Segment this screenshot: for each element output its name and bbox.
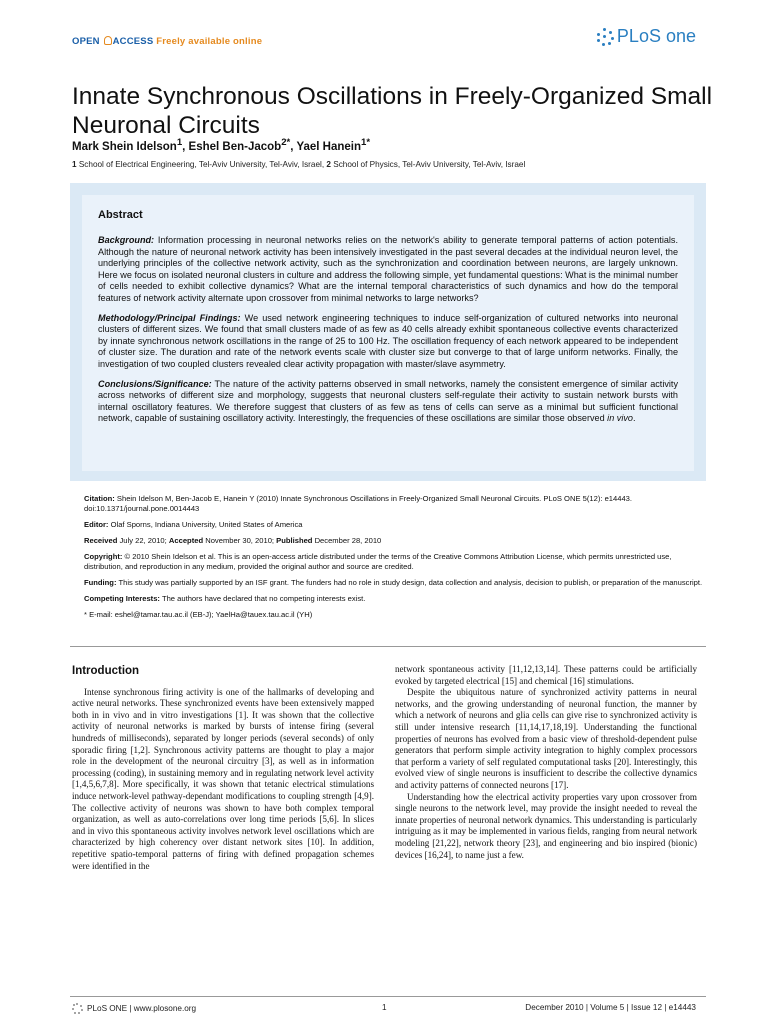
funding-text: This study was partially supported by an ISF grant. The funders had no role in study design, data collection and analysis, decision to publish, or preparation of the manuscript.	[118, 578, 703, 587]
abstract-section-label: Conclusions/Significance:	[98, 378, 212, 389]
footer-divider	[70, 996, 706, 997]
author-list: Mark Shein Idelson$^1$, Eshel Ben-Jacob$^{2*}$, Yael Hanein$^{1*}$	[72, 137, 371, 153]
access-label: ACCESS	[112, 36, 154, 47]
abstract-conclusions	[98, 379, 678, 425]
open-access-banner	[72, 36, 262, 47]
author-affil-marker: 1*	[361, 137, 371, 148]
abstract-methodology	[98, 313, 678, 371]
page-number: 1	[382, 1003, 387, 1012]
editor-line	[84, 520, 706, 530]
citation-line	[84, 494, 706, 514]
abstract-section-text: The nature of the activity patterns observed in small networks, namely the consistent emergence of similar activity across networks of different size and morphology, suggests that neuronal clusters self-regulate their activity to sustain network bursts with internal oscillatory features. We therefore suggest that clusters of as few as tens of cells can serve as a minimal but sufficient functional network, capable of sustaining oscillatory activity. Interestingly, the frequencies of these oscillations are similar those observed	[98, 378, 678, 424]
abstract-section-text: Information processing in neuronal networks relies on the network's ability to generate temporal patterns of action potentials. Although the nature of neuronal network activity has been intensively investigated in the past several decades at the individual neuron level, the underlying principles of the collective network activity, such as the synchronization and coordination between neurons, are largely unknown. Here we focus on isolated neuronal clusters in culture and address the following simple, yet fundamental questions: What is the minimal number of cells needed to exhibit collective dynamics? What are the internal temporal characteristics of such dynamics and how do the temporal features of network activity alternate upon crossover from minimal networks to large networks?	[98, 235, 678, 303]
published-label: Published	[276, 536, 313, 545]
abstract-italic-term: in vivo	[607, 413, 633, 424]
affil-text: School of Electrical Engineering, Tel-Aviv University, Tel-Aviv, Israel,	[78, 160, 325, 169]
body-column-right	[395, 664, 697, 861]
editor-text: Olaf Sporns, Indiana University, United States of America	[110, 520, 303, 529]
affil-text: School of Physics, Tel-Aviv University, Tel-Aviv, Israel	[333, 160, 526, 169]
competing-label: Competing Interests:	[84, 594, 160, 603]
open-lock-icon	[104, 36, 112, 45]
copyright-text: © 2010 Shein Idelson et al. This is an open-access article distributed under the terms of the Creative Commons Attribution License, which permits unrestricted use, distribution, and reproduction in any medium, provided the original author and source are credited.	[84, 552, 672, 571]
funding-line	[84, 578, 706, 588]
open-label: OPEN	[72, 36, 100, 47]
received-label: Received	[84, 536, 118, 545]
editor-label: Editor:	[84, 520, 109, 529]
funding-label: Funding:	[84, 578, 117, 587]
affil-number: 1	[72, 160, 77, 169]
freely-available-label: Freely available online	[156, 36, 263, 47]
journal-logo-text: PLoS one	[616, 26, 696, 46]
author-affil-marker: 2*	[281, 137, 291, 148]
body-paragraph-continued: network spontaneous activity [11,12,13,14]. These patterns could be artificially evoked by targeted electrical [15] and chemical [16] stimulations.	[395, 664, 697, 686]
body-column-left	[72, 664, 374, 872]
section-divider	[70, 646, 706, 647]
competing-line	[84, 594, 706, 604]
citation-text: Shein Idelson M, Ben-Jacob E, Hanein Y (2010) Innate Synchronous Oscillations in Freely-Organized Small Neuronal Circuits. PLoS ONE 5(12): e14443. doi:10.1371/journal.pone.0014443	[84, 494, 633, 513]
copyright-label: Copyright:	[84, 552, 123, 561]
footer-issue: December 2010 | Volume 5 | Issue 12 | e14443	[525, 1003, 696, 1012]
author-name: Mark Shein Idelson	[72, 140, 177, 153]
plos-dots-icon	[596, 28, 614, 46]
introduction-heading: Introduction	[72, 665, 140, 677]
footer-journal	[72, 1003, 196, 1014]
received-date: July 22, 2010;	[119, 536, 167, 545]
article-title: Innate Synchronous Oscillations in Freely-Organized Small Neuronal Circuits	[72, 83, 713, 140]
abstract-section-text: We used network engineering techniques to induce self-organization of cultured networks into neuronal clusters of different sizes. We found that small clusters made of as few as 40 cells already exhibit spontaneous collective events characterized by innate synchronous network oscillations in the range of 25 to 100 Hz. The oscillation frequency of each network appeared to be independent of cluster size. The duration and rate of the network events scale with cluster size but converge to that of large uniform networks. Finally, the investigation of two coupled clusters revealed clear activity propagation with master/slave asymmetry.	[98, 312, 679, 369]
competing-text: The authors have declared that no competing interests exist.	[161, 594, 366, 603]
footer-journal-text: PLoS ONE | www.plosone.org	[87, 1004, 197, 1013]
body-paragraph: Intense synchronous firing activity is one of the hallmarks of developing and active neural networks. These synchronized events have been extensively mapped both in in vivo and in vitro investigations [1]. It was shown that the collective activity of neuronal networks is marked by bursts of intense firing (several hundreds of milliseconds), separated by longer periods (several seconds) of only sporadic firing [1,2]. Synchronous activity patterns are thought to play a major role in the development of the neuronal circuitry [3], as well as in information processing (coding), in sustaining memory and in regulating network level activity [1,4,5,6,7,8]. More specifically, it was shown that tetanic electrical stimulations induce network-level pathway-dependant modifications to coupling strength [4,9]. The collective activity of neurons was shown to have both complex temporal organization, as well as auto-correlations over long time periods [5,6]. In slices and in vivo this spontaneous activity involves network level oscillations which are characterized by high coherency over distant network sites [10]. In addition, repetitive spatio-temporal patterns of firing with defined propagation schemes were identified in the	[72, 686, 374, 871]
body-paragraph: Despite the ubiquitous nature of synchronized activity patterns in neural networks, and the growing understanding of neuronal function, the manner by which a network of neurons and glia cells can give rise to synchronized activity is still under intensive research [11,14,17,18,19]. Understanding the functional properties of neurons has evolved from a basic view of threshold-dependent pulse generators that perform simple activity integration to highly complex processors that perform a variety of self regulated computational tasks [20]. Interestingly, this evolved view of single neurons is insufficient to describe the collective dynamics and activity patterns of connected neurons [17].	[395, 687, 697, 790]
body-paragraph: Understanding how the electrical activity properties vary upon crossover from single neurons to the network level, may provide the insight needed to reveal the innate properties of neuronal network dynamics. This understanding is particularly intriguing as it may be implemented in various fields, ranging from neural network modeling [21,22], network theory [23], and engineering and bio inspired (bionic) devices [16,24], to name just a few.	[395, 791, 697, 860]
author-name: Yael Hanein	[296, 140, 362, 153]
dates-line	[84, 536, 706, 546]
affil-number: 2	[326, 160, 331, 169]
article-metadata	[84, 494, 706, 626]
published-date: December 28, 2010	[314, 536, 382, 545]
accepted-date: November 30, 2010;	[205, 536, 275, 545]
author-name: Eshel Ben-Jacob	[188, 140, 282, 153]
abstract-box	[70, 183, 706, 481]
journal-logo	[596, 26, 696, 47]
accepted-label: Accepted	[168, 536, 204, 545]
plos-mini-dots-icon	[72, 1003, 83, 1014]
copyright-line	[84, 552, 706, 572]
abstract-period: .	[632, 413, 636, 424]
author-affil-marker: 1	[176, 137, 183, 148]
abstract-section-label: Background:	[98, 235, 155, 245]
abstract-section-label: Methodology/Principal Findings:	[98, 312, 241, 323]
citation-label: Citation:	[84, 494, 115, 503]
abstract-heading: Abstract	[98, 209, 143, 221]
abstract-content	[82, 195, 694, 471]
email-line: * E-mail: eshel@tamar.tau.ac.il (EB-J); YaelHa@tauex.tau.ac.il (YH)	[84, 610, 313, 619]
abstract-background	[98, 235, 678, 305]
affiliations	[72, 160, 525, 169]
